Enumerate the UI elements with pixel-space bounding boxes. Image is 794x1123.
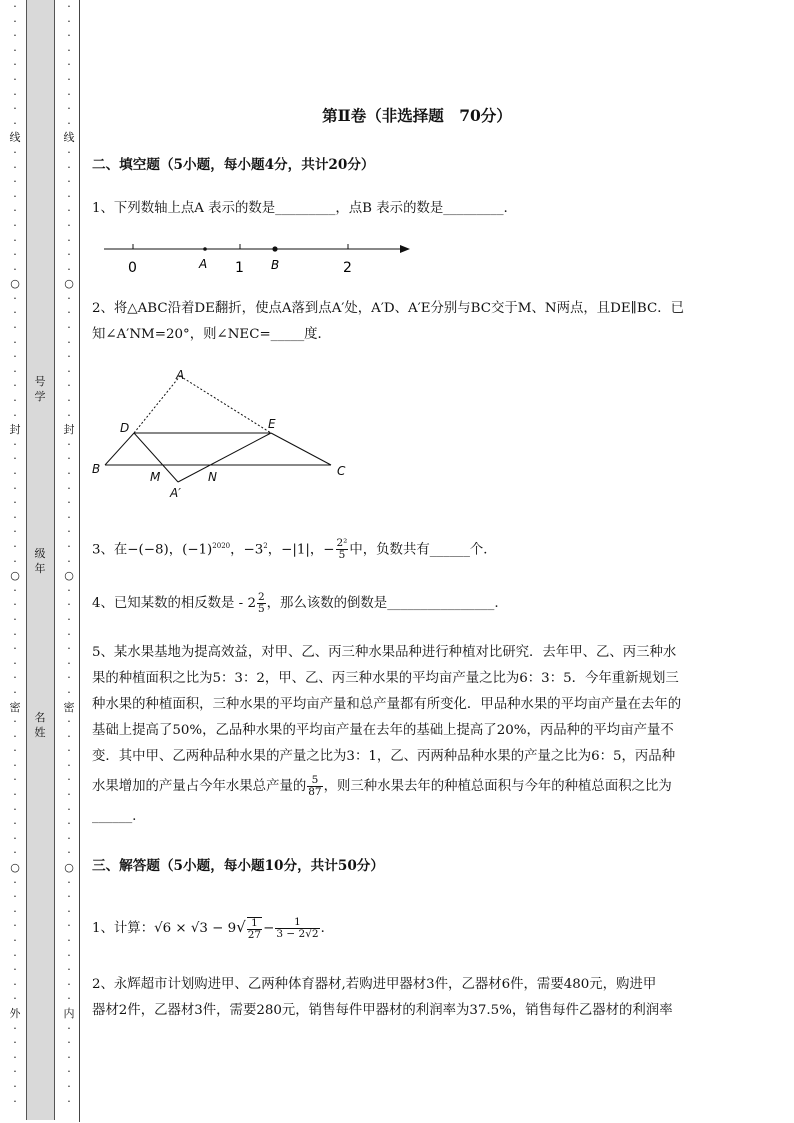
inner-dot: · <box>67 116 71 130</box>
number-line-arrow <box>400 245 410 253</box>
q2-3-blank: ______ <box>429 542 470 558</box>
question-2-3 <box>92 530 752 566</box>
inner-dot: · <box>67 831 71 845</box>
outer-dot: · <box>13 1079 17 1093</box>
inner-dot: · <box>67 539 71 553</box>
inner-dot: · <box>67 14 71 28</box>
q2-3-end: 个． <box>469 542 497 558</box>
inner-mark-2: 封 <box>63 423 75 437</box>
outer-dot: · <box>13 934 17 947</box>
outer-dot: · <box>13 116 17 130</box>
inner-dot: · <box>67 729 71 743</box>
q3-1-sqrt-num: 1 <box>247 918 262 930</box>
inner-dot: · <box>67 189 71 203</box>
outer-dot: · <box>13 0 17 13</box>
outer-dot: · <box>13 831 17 845</box>
q2-2-line2 <box>92 322 752 348</box>
inner-dot: · <box>67 72 71 86</box>
outer-dot: · <box>13 963 17 977</box>
outer-mark-6: 外 <box>9 1006 21 1020</box>
q2-1-blank-a: _________ <box>275 201 336 216</box>
outer-dot: · <box>13 744 17 758</box>
inner-dot: · <box>67 145 71 159</box>
inner-dot: · <box>67 248 71 262</box>
q2-4-blank: ________________ <box>387 596 495 611</box>
outer-binding-column <box>8 0 22 1109</box>
q3-1-frac-num: 1 <box>275 917 319 929</box>
segment-bd <box>105 433 134 465</box>
inner-dot: · <box>67 788 71 802</box>
outer-mark-2: 封 <box>9 423 21 437</box>
q2-4-frac-den: 5 <box>257 603 265 615</box>
q2-5-line6-b: ，则三种水果去年的种植总面积与今年的种植总面积之比为 <box>323 779 672 794</box>
inner-dot: · <box>67 204 71 218</box>
question-2-2 <box>92 296 752 348</box>
segment-ec <box>271 433 331 465</box>
q2-3-exponent: 2020 <box>212 542 231 550</box>
outer-dot: · <box>13 364 17 378</box>
point-b <box>272 246 277 251</box>
outer-dot: · <box>13 510 17 524</box>
outer-dot: · <box>13 145 17 159</box>
outer-dot: · <box>13 919 17 933</box>
outer-dot: · <box>13 904 17 918</box>
q2-2-blank: _____ <box>270 327 305 342</box>
outer-dot: · <box>13 87 17 101</box>
q2-1-blank-b: _________ <box>443 201 504 216</box>
segment-ea <box>178 433 271 482</box>
inner-dot: · <box>67 58 71 72</box>
outer-dot: · <box>13 437 17 451</box>
inner-dot: · <box>67 802 71 816</box>
q3-1-sqrt-den: 27 <box>247 928 262 941</box>
q2-1-text-b: ，点B 表示的数是 <box>335 201 444 216</box>
q2-5-frac-den: 87 <box>308 786 322 798</box>
inner-mark-4: 密 <box>63 700 75 714</box>
fig-label-m: M <box>150 470 161 484</box>
outer-dot: · <box>13 291 17 305</box>
q2-1-text-a: 1、下列数轴上点A 表示的数是 <box>92 201 276 216</box>
label-0: 0 <box>128 260 137 276</box>
segment-ad-dashed <box>134 376 180 433</box>
outer-dot: · <box>13 452 17 466</box>
section2-heading <box>92 152 752 179</box>
q3-2-line1: 2、永辉超市计划购进甲、乙两种体育器材,若购进甲器材3件，乙器材6件，需要480元，购进甲 <box>92 977 657 992</box>
inner-dot: · <box>67 671 71 685</box>
q2-3-exponent2: 2 <box>263 542 268 550</box>
q3-1-frac-den: 3 − 2√2 <box>276 928 319 940</box>
q3-1-end: ． <box>320 921 334 936</box>
outer-dot: · <box>13 656 17 670</box>
inner-dot: · <box>67 43 71 57</box>
fig-label-c: C <box>337 464 346 478</box>
inner-dot: · <box>67 496 71 510</box>
section3-heading-text: 三、解答题（5小题，每小题10分，共计50分） <box>92 858 384 874</box>
inner-mark-3: ○ <box>64 569 74 583</box>
q2-2-line1: 2、将△ABC沿着DE翻折，使点A落到点A′处，A′D、A′E分别与BC交于M、N两点，且DE∥BC．已 <box>92 301 684 316</box>
section2-heading-text: 二、填空题（5小题，每小题4分，共计20分） <box>92 157 375 173</box>
fig-label-a: A <box>176 368 185 382</box>
outer-dot: · <box>13 598 17 612</box>
outer-dot: · <box>13 335 17 349</box>
inner-dot: · <box>67 817 71 831</box>
inner-dot: · <box>67 1065 71 1079</box>
outer-dot: · <box>13 1065 17 1079</box>
outer-dot: · <box>13 539 17 553</box>
question-2-5 <box>92 640 752 830</box>
label-b: B <box>271 258 280 272</box>
outer-dot: · <box>13 671 17 685</box>
outer-dot: · <box>13 204 17 218</box>
q2-3-frac-num: 2² <box>336 537 348 550</box>
page-title: 第Ⅱ卷（非选择题 70分） <box>322 106 512 125</box>
outer-dot: · <box>13 1036 17 1050</box>
q2-3-text-c: ，−|1|，− <box>267 542 335 558</box>
inner-dot: · <box>67 87 71 101</box>
inner-dot: · <box>67 948 71 962</box>
outer-dot: · <box>13 583 17 597</box>
outer-dot: · <box>13 14 17 28</box>
inner-dot: · <box>67 437 71 451</box>
outer-dot: · <box>13 29 17 43</box>
inner-dot: · <box>67 919 71 933</box>
binding-border-line <box>79 0 80 1122</box>
inner-dot: · <box>67 1094 71 1108</box>
inner-dot: · <box>67 408 71 422</box>
question-3-1 <box>92 912 752 944</box>
q2-4-text-b: ，那么该数的倒数是 <box>266 596 388 611</box>
inner-dot: · <box>67 1036 71 1050</box>
outer-dot: · <box>13 1050 17 1064</box>
inner-dot: · <box>67 583 71 597</box>
outer-dot: · <box>13 175 17 189</box>
fig-label-a-prime: A′ <box>170 486 181 500</box>
outer-dot: · <box>13 379 17 393</box>
q2-3-fraction <box>336 538 349 561</box>
q2-5-line6 <box>92 770 752 804</box>
outer-dot: · <box>13 612 17 626</box>
outer-dot: · <box>13 875 17 889</box>
outer-dot: · <box>13 948 17 962</box>
q3-1-sqrt-fraction <box>247 917 262 941</box>
inner-dot: · <box>67 0 71 13</box>
inner-dot: · <box>67 233 71 247</box>
outer-dot: · <box>13 817 17 831</box>
q2-3-frac-den: 5 <box>338 549 346 562</box>
inner-mark-5: ○ <box>64 861 74 875</box>
inner-dot: · <box>67 758 71 772</box>
q2-5-line5: 变．其中甲、乙两种品种水果的产量之比为3：1，乙、丙两种品种水果的产量之比为6：5，丙品种 <box>92 749 676 764</box>
outer-dot: · <box>13 233 17 247</box>
inner-dot: · <box>67 977 71 991</box>
outer-dot: · <box>13 554 17 568</box>
outer-mark-1: ○ <box>10 277 20 291</box>
label-a: A <box>199 257 208 271</box>
q2-4-frac-num: 2 <box>257 591 265 603</box>
fig-label-n: N <box>208 470 217 484</box>
inner-dot: · <box>67 744 71 758</box>
inner-dot: · <box>67 510 71 524</box>
fig-label-d: D <box>120 421 130 435</box>
student-name-label: 名姓 <box>34 711 46 739</box>
outer-dot: · <box>13 350 17 364</box>
label-2: 2 <box>343 260 352 276</box>
inner-dot: · <box>67 321 71 335</box>
outer-dot: · <box>13 218 17 232</box>
q2-3-text-b: ，−3 <box>230 542 264 558</box>
outer-dot: · <box>13 496 17 510</box>
inner-dot: · <box>67 175 71 189</box>
inner-dot: · <box>67 394 71 408</box>
outer-dot: · <box>13 306 17 320</box>
inner-dot: · <box>67 934 71 947</box>
inner-dot: · <box>67 875 71 889</box>
inner-dot: · <box>67 612 71 626</box>
inner-dot: · <box>67 685 71 699</box>
fig-label-b: B <box>92 462 101 476</box>
inner-dot: · <box>67 1021 71 1035</box>
q2-4-end: . <box>494 596 499 611</box>
q3-1-text-a: 1、计算： <box>92 921 155 936</box>
q2-4-fraction <box>257 592 266 615</box>
outer-dot: · <box>13 394 17 408</box>
q2-5-blank: ______ <box>92 809 133 824</box>
outer-dot: · <box>13 525 17 539</box>
q2-3-text-d: 中，负数共有 <box>349 542 430 558</box>
q3-2-line2: 器材2件，乙器材3件，需要280元，销售每件甲器材的利润率为37.5%，销售每件乙器材的利润率 <box>92 1003 673 1018</box>
q2-4-text-a: 4、已知某数的相反数是 - 2 <box>92 596 256 611</box>
q3-1-fraction <box>275 917 319 940</box>
q3-1-radical: √ <box>236 918 246 936</box>
outer-dot: · <box>13 321 17 335</box>
outer-dot: · <box>13 890 17 904</box>
q2-2-line2-a: 知∠A′NM=20°，则∠NEC= <box>92 327 271 342</box>
inner-dot: · <box>67 335 71 349</box>
inner-dot: · <box>67 627 71 641</box>
outer-dot: · <box>13 58 17 72</box>
inner-dot: · <box>67 904 71 918</box>
q2-3-text-a: 3、在−(−8)，(−1) <box>92 542 213 558</box>
outer-dot: · <box>13 408 17 422</box>
q2-1-end: . <box>503 201 508 216</box>
q3-1-minus: − <box>263 921 275 936</box>
outer-dot: · <box>13 977 17 991</box>
inner-dot: · <box>67 291 71 305</box>
q2-5-line1: 5、某水果基地为提高效益，对甲、乙、丙三种水果品种进行种植对比研究．去年甲、乙、丙三种水 <box>92 645 677 660</box>
q2-5-line7 <box>92 804 752 830</box>
number-line-figure <box>100 234 420 278</box>
outer-dot: · <box>13 685 17 699</box>
question-3-2 <box>92 972 752 1024</box>
inner-dot: · <box>67 773 71 787</box>
inner-dot: · <box>67 306 71 320</box>
point-a <box>203 247 207 251</box>
inner-dot: · <box>67 350 71 364</box>
segment-ae-dashed <box>180 376 271 433</box>
outer-dot: · <box>13 102 17 116</box>
outer-dot: · <box>13 788 17 802</box>
outer-mark-5: ○ <box>10 861 20 875</box>
q2-5-line3: 种水果的种植面积，三种水果的平均亩产量和总产量都有所变化．甲品种水果的平均亩产量在去年的 <box>92 697 682 712</box>
inner-binding-column <box>62 0 76 1109</box>
outer-mark-3: ○ <box>10 569 20 583</box>
inner-dot: · <box>67 467 71 480</box>
q2-5-end: . <box>132 809 137 824</box>
outer-dot: · <box>13 642 17 656</box>
inner-dot: · <box>67 29 71 43</box>
inner-dot: · <box>67 846 71 860</box>
outer-dot: · <box>13 248 17 262</box>
inner-dot: · <box>67 642 71 656</box>
outer-dot: · <box>13 773 17 787</box>
outer-dot: · <box>13 846 17 860</box>
outer-dot: · <box>13 992 17 1006</box>
inner-dot: · <box>67 452 71 466</box>
fig-label-e: E <box>268 417 276 431</box>
inner-dot: · <box>67 525 71 539</box>
q2-2-line2-b: 度． <box>304 327 331 342</box>
outer-dot: · <box>13 43 17 57</box>
grade-label: 级年 <box>34 547 46 575</box>
inner-dot: · <box>67 554 71 568</box>
inner-dot: · <box>67 1079 71 1093</box>
inner-dot: · <box>67 379 71 393</box>
inner-mark-0: 线 <box>63 131 75 145</box>
outer-dot: · <box>13 627 17 641</box>
outer-dot: · <box>13 72 17 86</box>
section3-heading <box>92 853 752 880</box>
q2-5-fraction <box>307 775 322 798</box>
outer-dot: · <box>13 729 17 743</box>
inner-dot: · <box>67 102 71 116</box>
inner-dot: · <box>67 992 71 1006</box>
outer-mark-0: 线 <box>9 131 21 145</box>
inner-dot: · <box>67 715 71 729</box>
student-id-label: 号学 <box>34 375 46 403</box>
inner-dot: · <box>67 481 71 495</box>
outer-dot: · <box>13 1094 17 1108</box>
inner-dot: · <box>67 963 71 977</box>
label-1: 1 <box>235 260 244 276</box>
outer-dot: · <box>13 802 17 816</box>
outer-dot: · <box>13 758 17 772</box>
question-2-4 <box>92 588 752 620</box>
triangle-figure <box>88 364 358 504</box>
outer-dot: · <box>13 467 17 480</box>
inner-dot: · <box>67 598 71 612</box>
inner-dot: · <box>67 1050 71 1064</box>
outer-dot: · <box>13 160 17 174</box>
q2-5-frac-num: 5 <box>307 775 322 787</box>
inner-dot: · <box>67 890 71 904</box>
outer-dot: · <box>13 189 17 203</box>
inner-dot: · <box>67 218 71 232</box>
inner-dot: · <box>67 656 71 670</box>
outer-dot: · <box>13 262 17 276</box>
inner-dot: · <box>67 160 71 174</box>
outer-dot: · <box>13 1021 17 1035</box>
q3-1-expression: √6 × √3 − 9 <box>154 921 237 936</box>
inner-mark-1: ○ <box>64 277 74 291</box>
q2-5-line6-a: 水果增加的产量占今年水果总产量的 <box>92 779 307 794</box>
q2-5-line2: 果的种植面积之比为5：3：2，甲、乙、丙三种水果的平均亩产量之比为6：3：5．今年重新规划三 <box>92 671 679 686</box>
inner-mark-6: 内 <box>63 1006 75 1020</box>
inner-dot: · <box>67 364 71 378</box>
outer-dot: · <box>13 715 17 729</box>
inner-dot: · <box>67 262 71 276</box>
outer-dot: · <box>13 481 17 495</box>
q2-5-line4: 基础上提高了50%，乙品种水果的平均亩产量在去年的基础上提高了20%，丙品种的平均亩产量不 <box>92 723 674 738</box>
outer-mark-4: 密 <box>9 700 21 714</box>
question-2-1 <box>92 196 752 222</box>
